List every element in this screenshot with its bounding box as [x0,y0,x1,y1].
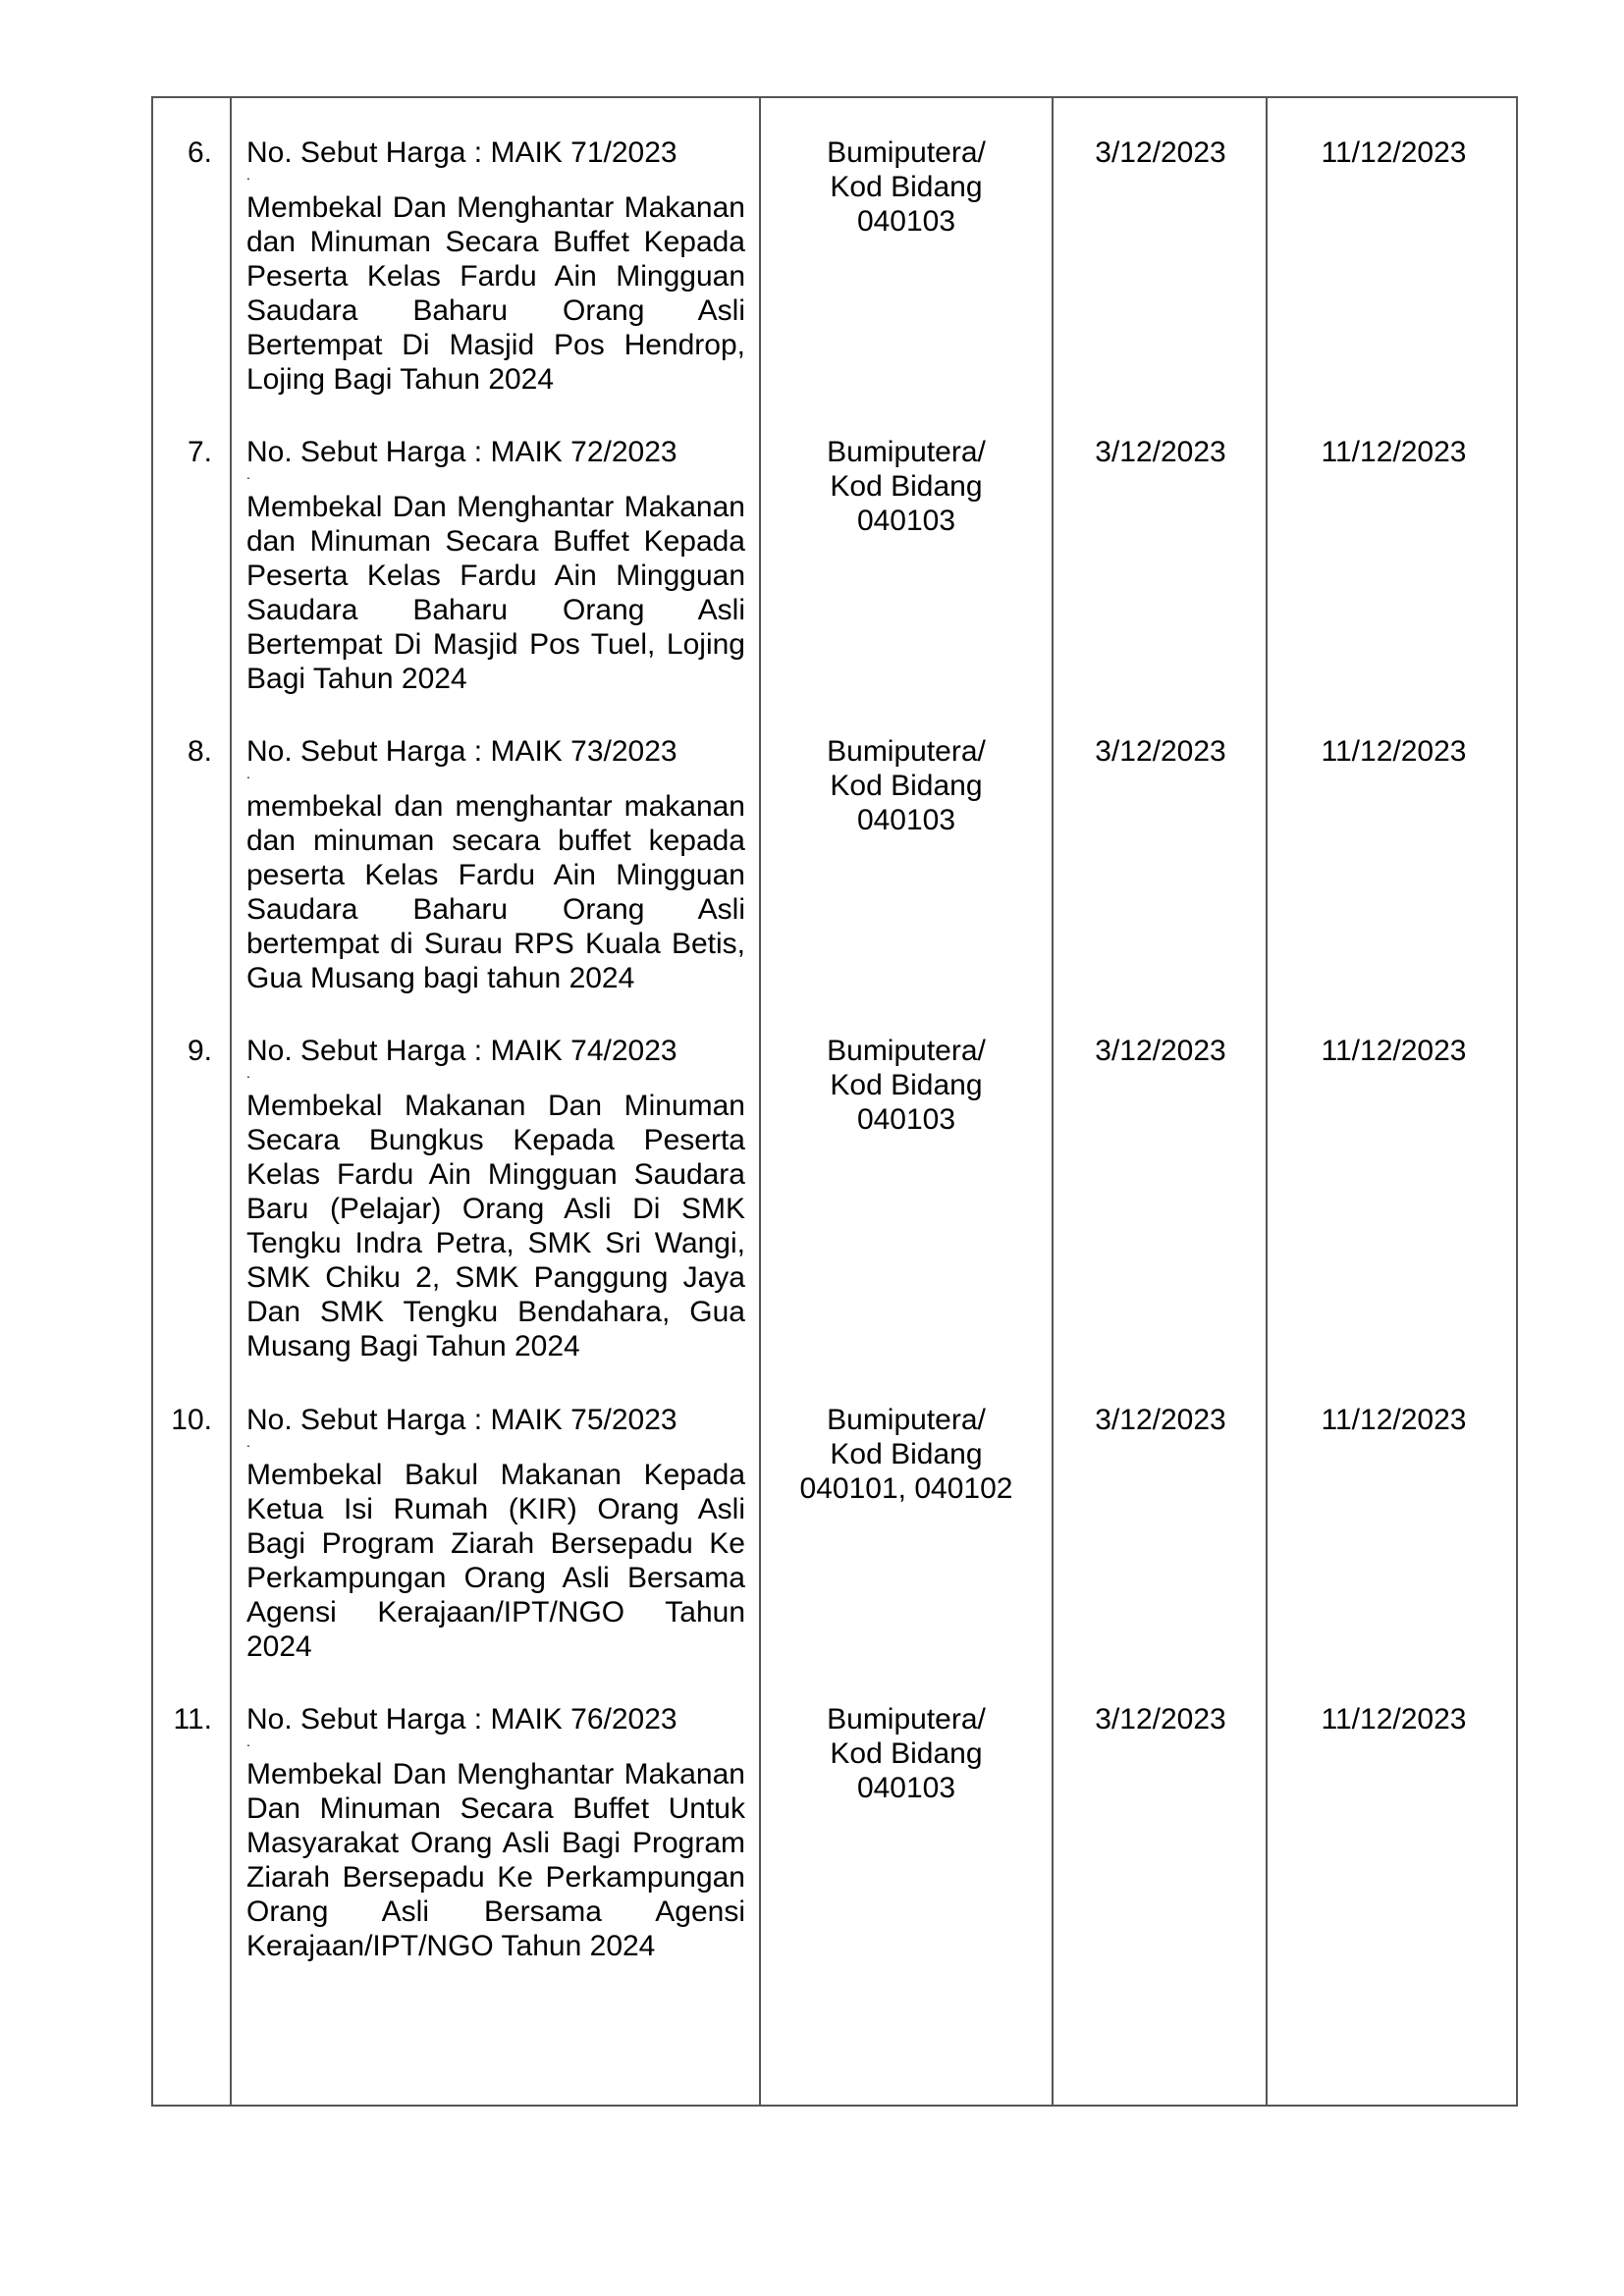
open-date: 3/12/2023 [1095,1703,1226,1735]
tender-table [151,96,1518,2107]
description-text: Membekal Makanan Dan Minuman Secara Bungkus Kepada Peserta Kelas Fardu Ain Mingguan Saudara Baru (Pelajar) Orang Asli Di SMK Tengku Indra Petra, SMK Sri Wangi, SMK Chiku 2, SMK Panggung Jaya Dan SMK Tengku Bendahara, Gua Musang Bagi Tahun 2024 [246,1090,745,1362]
row-description [246,734,745,995]
separator-dot: . [246,466,250,482]
description-text: Membekal Bakul Makanan Kepada Ketua Isi Rumah (KIR) Orang Asli Bagi Program Ziarah Bersepadu Ke Perkampungan Orang Asli Bersama Agensi Kerajaan/IPT/NGO Tahun 2024 [246,1459,745,1663]
quotation-number: No. Sebut Harga : MAIK 76/2023 [246,1703,677,1735]
description-text: Membekal Dan Menghantar Makanan dan Minuman Secara Buffet Kepada Peserta Kelas Fardu Ain Mingguan Saudara Baharu Orang Asli Bertempat Di Masjid Pos Tuel, Lojing Bagi Tahun 2024 [246,491,745,695]
row-number: 10. [171,1404,212,1436]
row-description [246,1403,745,1664]
description-text: Membekal Dan Menghantar Makanan dan Minuman Secara Buffet Kepada Peserta Kelas Fardu Ain Mingguan Saudara Baharu Orang Asli Bertempat Di Masjid Pos Hendrop, Lojing Bagi Tahun 2024 [246,191,745,396]
quotation-number: No. Sebut Harga : MAIK 71/2023 [246,136,677,169]
description-text: Membekal Dan Menghantar Makanan Dan Minuman Secara Buffet Untuk Masyarakat Orang Asli Bagi Program Ziarah Bersepadu Ke Perkampungan Orang Asli Bersama Agensi Kerajaan/IPT/NGO Tahun 2024 [246,1758,745,1962]
open-date: 3/12/2023 [1095,136,1226,169]
row-description [246,135,745,397]
category: Bumiputera/ Kod Bidang 040103 [827,1703,986,1804]
column-divider [1052,98,1054,2105]
row-description [246,1702,745,1963]
separator-dot: . [246,1734,250,1749]
row-description [246,435,745,696]
quotation-number: No. Sebut Harga : MAIK 72/2023 [246,436,677,468]
row-number: 6. [187,136,212,169]
column-divider [230,98,232,2105]
separator-dot: . [246,167,250,183]
category: Bumiputera/ Kod Bidang 040103 [827,136,986,238]
category: Bumiputera/ Kod Bidang 040101, 040102 [799,1404,1013,1505]
quotation-number: No. Sebut Harga : MAIK 74/2023 [246,1035,677,1067]
close-date: 11/12/2023 [1321,1404,1467,1436]
row-number: 9. [187,1035,212,1067]
close-date: 11/12/2023 [1321,1703,1467,1735]
separator-dot: . [246,1434,250,1450]
open-date: 3/12/2023 [1095,735,1226,768]
separator-dot: . [246,766,250,781]
close-date: 11/12/2023 [1321,436,1467,468]
row-number: 11. [173,1703,212,1735]
close-date: 11/12/2023 [1321,136,1467,169]
description-text: membekal dan menghantar makanan dan minuman secara buffet kepada peserta Kelas Fardu Ain Mingguan Saudara Baharu Orang Asli bertempat di Surau RPS Kuala Betis, Gua Musang bagi tahun 2024 [246,790,745,994]
quotation-number: No. Sebut Harga : MAIK 75/2023 [246,1404,677,1436]
category: Bumiputera/ Kod Bidang 040103 [827,436,986,537]
category: Bumiputera/ Kod Bidang 040103 [827,1035,986,1136]
close-date: 11/12/2023 [1321,1035,1467,1067]
close-date: 11/12/2023 [1321,735,1467,768]
row-description [246,1034,745,1363]
quotation-number: No. Sebut Harga : MAIK 73/2023 [246,735,677,768]
row-number: 8. [187,735,212,768]
separator-dot: . [246,1065,250,1081]
open-date: 3/12/2023 [1095,1404,1226,1436]
category: Bumiputera/ Kod Bidang 040103 [827,735,986,836]
row-number: 7. [187,436,212,468]
open-date: 3/12/2023 [1095,1035,1226,1067]
open-date: 3/12/2023 [1095,436,1226,468]
column-divider [1266,98,1268,2105]
